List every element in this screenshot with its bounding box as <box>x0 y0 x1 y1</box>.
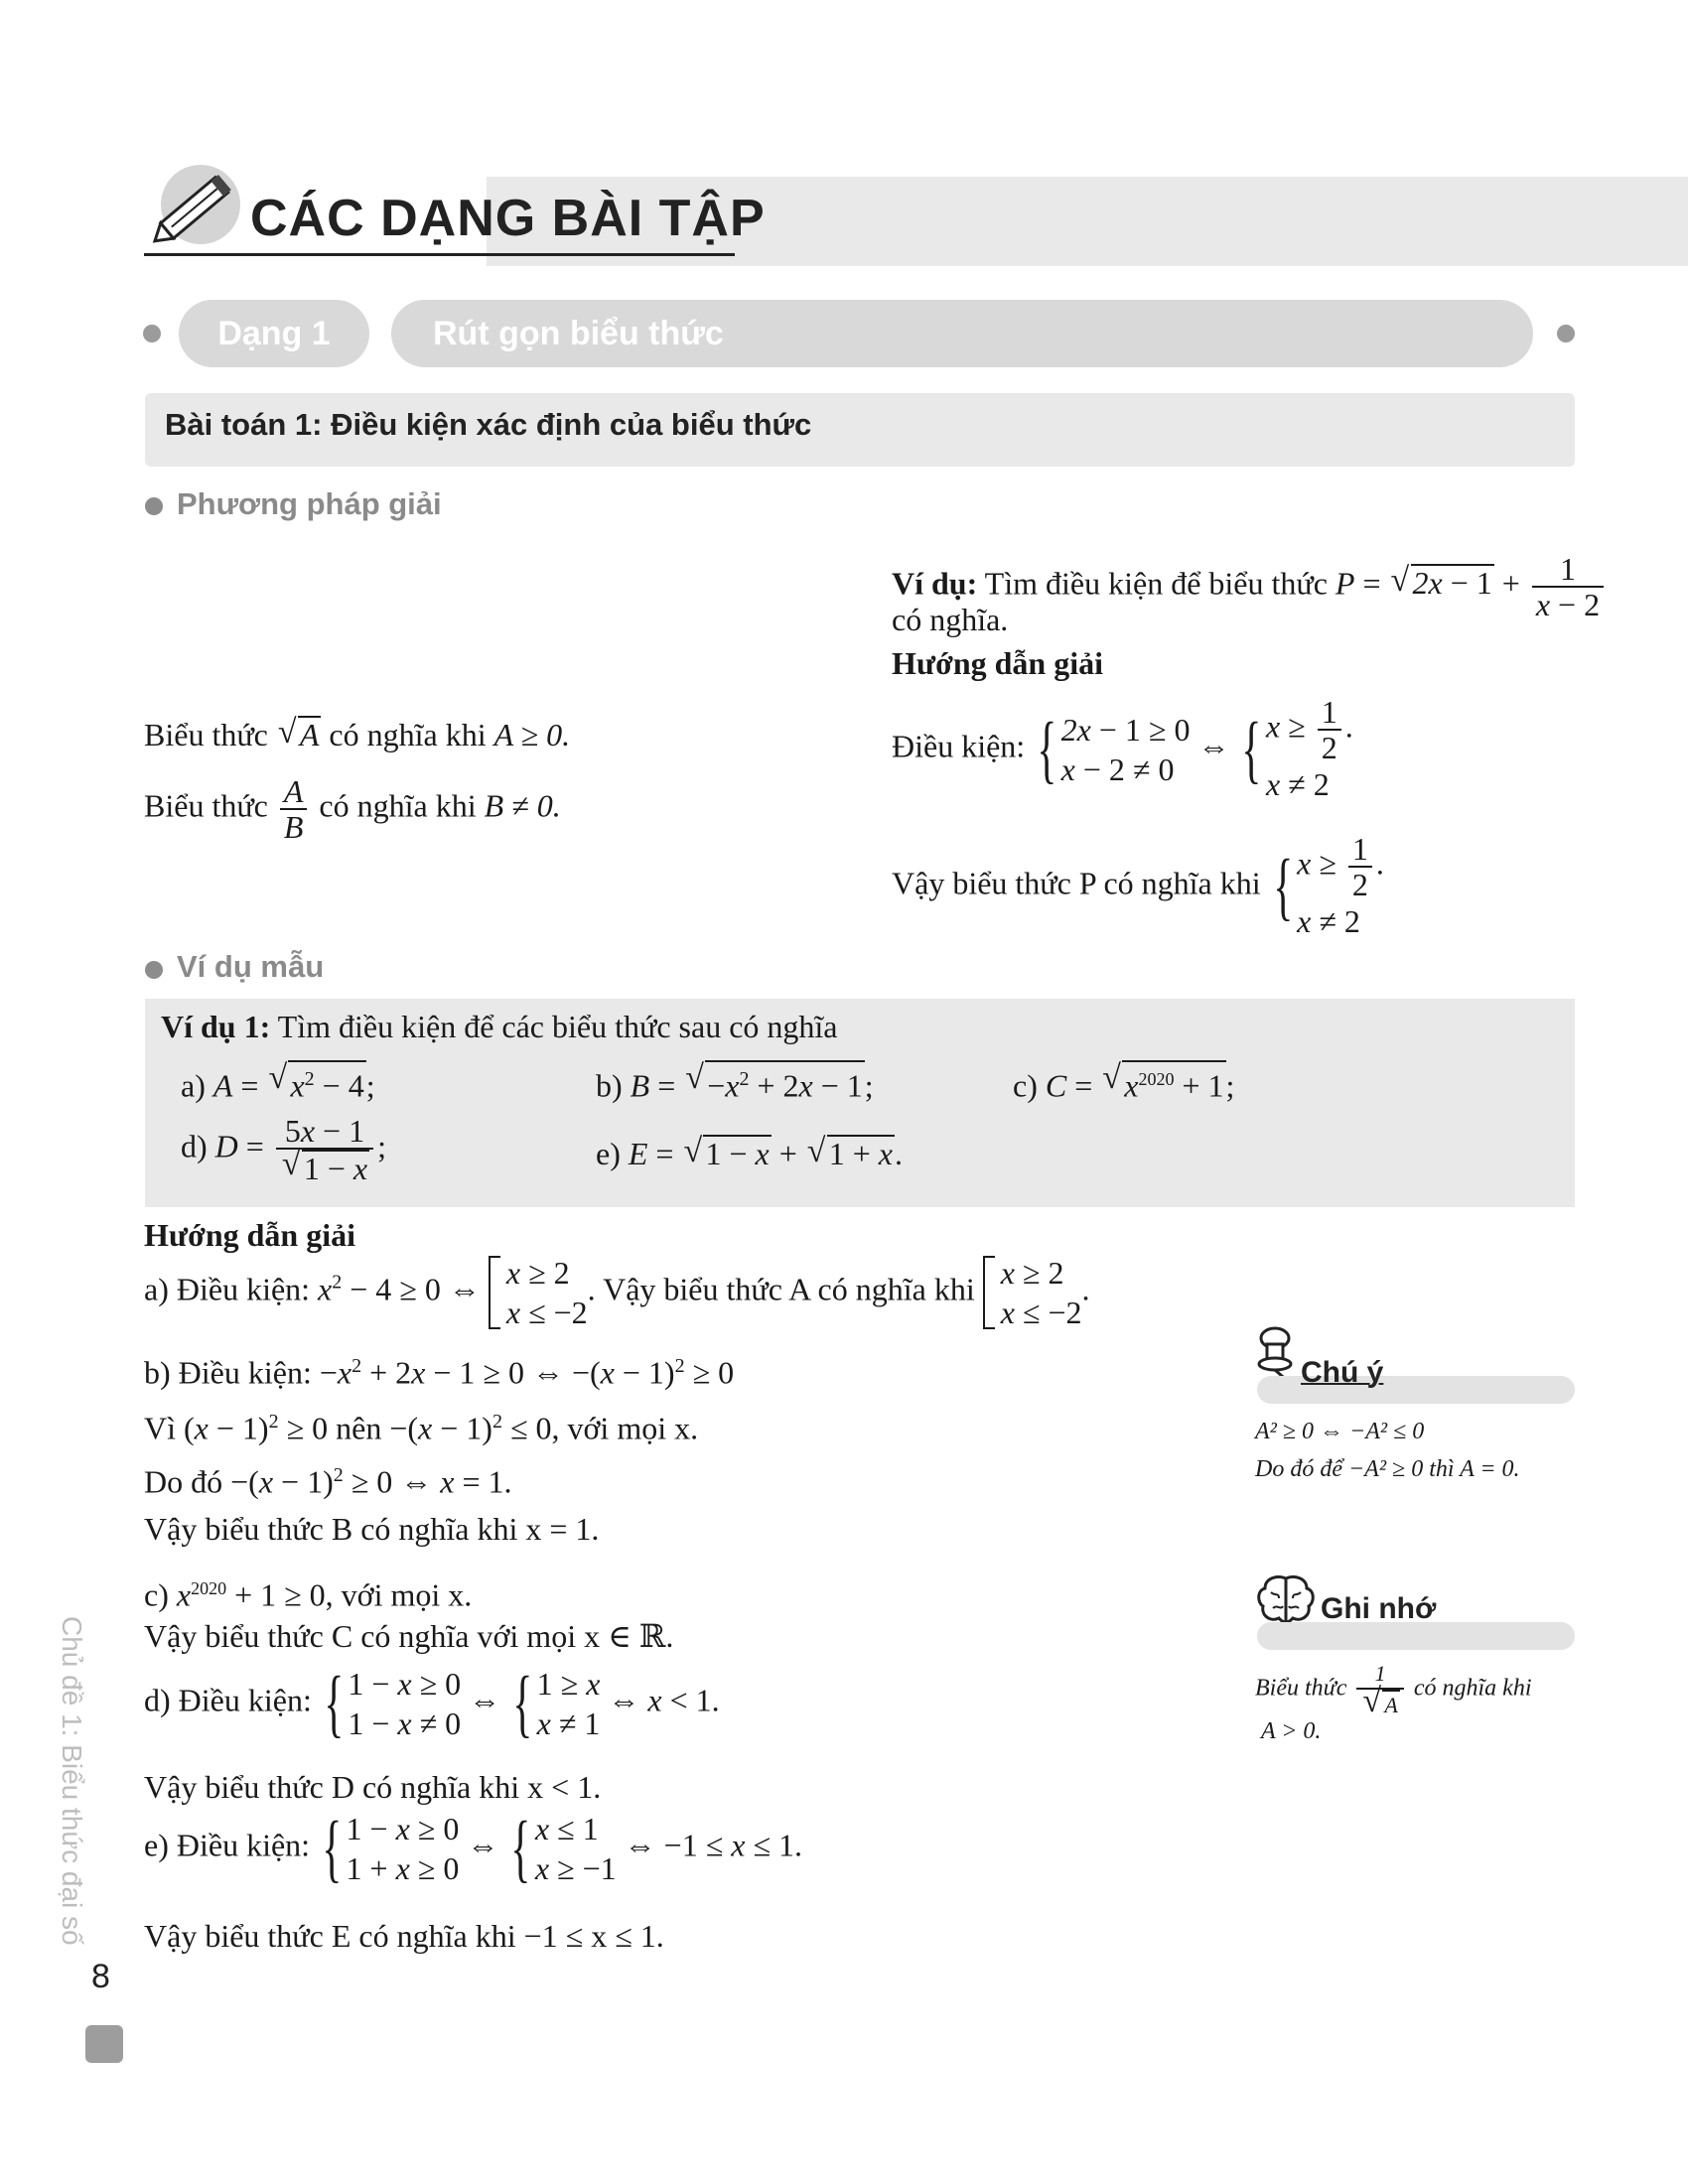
solution-e2: Vậy biểu thức E có nghĩa khi −1 ≤ x ≤ 1. <box>144 1918 664 1954</box>
note-line2: Do đó để −A² ≥ 0 thì A = 0. <box>1255 1456 1520 1482</box>
example-statement-cont: có nghĩa. <box>892 602 1009 637</box>
bullet-dot <box>143 325 161 342</box>
pushpin-icon <box>1253 1324 1305 1384</box>
page-number: 8 <box>91 1958 110 1995</box>
dang-label: Dạng 1 <box>179 300 369 367</box>
page-marker <box>85 2025 123 2063</box>
solution-e1: e) Điều kiện: { 1 − x ≥ 0 1 + x ≥ 0 ⇔ { x ≤ 1 x ≥ −1 ⇔ −1 ≤ x ≤ 1. <box>144 1807 803 1890</box>
solution-b1: b) Điều kiện: $-x^2 + 2x - 1 \ge 0$ ⇔ $-(x - 1)^2 \ge 0$ <box>144 1354 735 1391</box>
solution-b2: Vì $(x - 1)^2 \ge 0$ nên $-(x - 1)^2 \le 0$, với mọi x. <box>144 1410 699 1446</box>
remember-bar <box>1257 1622 1575 1650</box>
solution-c2: Vậy biểu thức C có nghĩa với mọi x ∈ ℝ. <box>144 1618 674 1654</box>
remember-line1: Biểu thức 1 √ A có nghĩa khi <box>1255 1660 1531 1719</box>
example-condition: Điều kiện: { 2x − 1 ≥ 0 x − 2 ≠ 0 ⇔ { x ≥ $\frac{1}{2}$ . x ≠ 2 <box>892 694 1353 802</box>
problem-title: Bài toán 1: Điều kiện xác định của biểu thức <box>165 407 812 442</box>
dang-title: Rút gọn biểu thức <box>391 300 1533 367</box>
solution-a: a) Điều kiện: $x^2 - 4 \ge 0$ ⇔ x ≥ 2 x ≤ −2 . Vậy biểu thức A có nghĩa khi x ≥ 2 x ≤ −2 . <box>144 1255 1090 1330</box>
example1-a: a) A = √ $x^2 - 4$; <box>181 1060 375 1106</box>
example1-statement: Ví dụ 1: Tìm điều kiện để các biểu thức sau có nghĩa <box>161 1009 838 1044</box>
solution-d1: d) Điều kiện: { 1 − x ≥ 0 1 − x ≠ 0 ⇔ { 1 ≥ x x ≠ 1 ⇔ x < 1. <box>144 1662 720 1745</box>
example1-d: d) D = 5x − 1 √ 1 − x ; <box>181 1114 386 1185</box>
example-statement: Ví dụ: Tìm điều kiện để biểu thức P = √ 2x − 1 + $\frac{1}{x - 2}$ <box>892 552 1608 621</box>
pencil-icon <box>139 159 248 258</box>
note-line1: A² ≥ 0 ⇔ −A² ≤ 0 <box>1255 1419 1425 1444</box>
chapter-side-label: Chủ đề 1: Biểu thức đại số <box>57 1616 87 1946</box>
solution-heading: Hướng dẫn giải <box>144 1217 355 1253</box>
example1-c: c) C = √ $x^{2020} + 1$; <box>1013 1060 1234 1106</box>
page-title: CÁC DẠNG BÀI TẬP <box>250 190 766 247</box>
rule-fraction: Biểu thức $\frac{A}{B}$ có nghĩa khi B ≠ 0. <box>144 773 561 845</box>
remember-line2: A > 0. <box>1261 1718 1322 1744</box>
solution-b4: Vậy biểu thức B có nghĩa khi x = 1. <box>144 1511 600 1547</box>
solution-c1: c) $x^{2020} + 1 \ge 0$, với mọi x. <box>144 1576 473 1613</box>
remember-title: Ghi nhớ <box>1321 1592 1437 1625</box>
example1-e: e) E = √ 1 − x + √ 1 + x. <box>596 1134 903 1173</box>
note-title: Chú ý <box>1301 1356 1384 1389</box>
example-conclusion: Vậy biểu thức P có nghĩa khi { x ≥ $\frac{1}{2}$ . x ≠ 2 <box>892 831 1384 939</box>
bullet-dot <box>1557 325 1575 342</box>
solution-d2: Vậy biểu thức D có nghĩa khi x < 1. <box>144 1769 602 1805</box>
rule-sqrt: Biểu thức √ A có nghĩa khi A ≥ 0. <box>144 715 570 754</box>
bullet-dot <box>145 961 163 979</box>
title-underline <box>144 253 735 256</box>
brain-icon <box>1255 1572 1317 1626</box>
examples-heading: Ví dụ mẫu <box>177 949 325 984</box>
bullet-dot <box>145 497 163 515</box>
example-solution-heading: Hướng dẫn giải <box>892 645 1103 681</box>
method-heading: Phương pháp giải <box>177 486 442 521</box>
example1-b: b) B = √ $-x^2 + 2x - 1$; <box>596 1060 874 1106</box>
solution-b3: Do đó $-(x - 1)^2 \ge 0$ ⇔ x = 1. <box>144 1463 512 1500</box>
